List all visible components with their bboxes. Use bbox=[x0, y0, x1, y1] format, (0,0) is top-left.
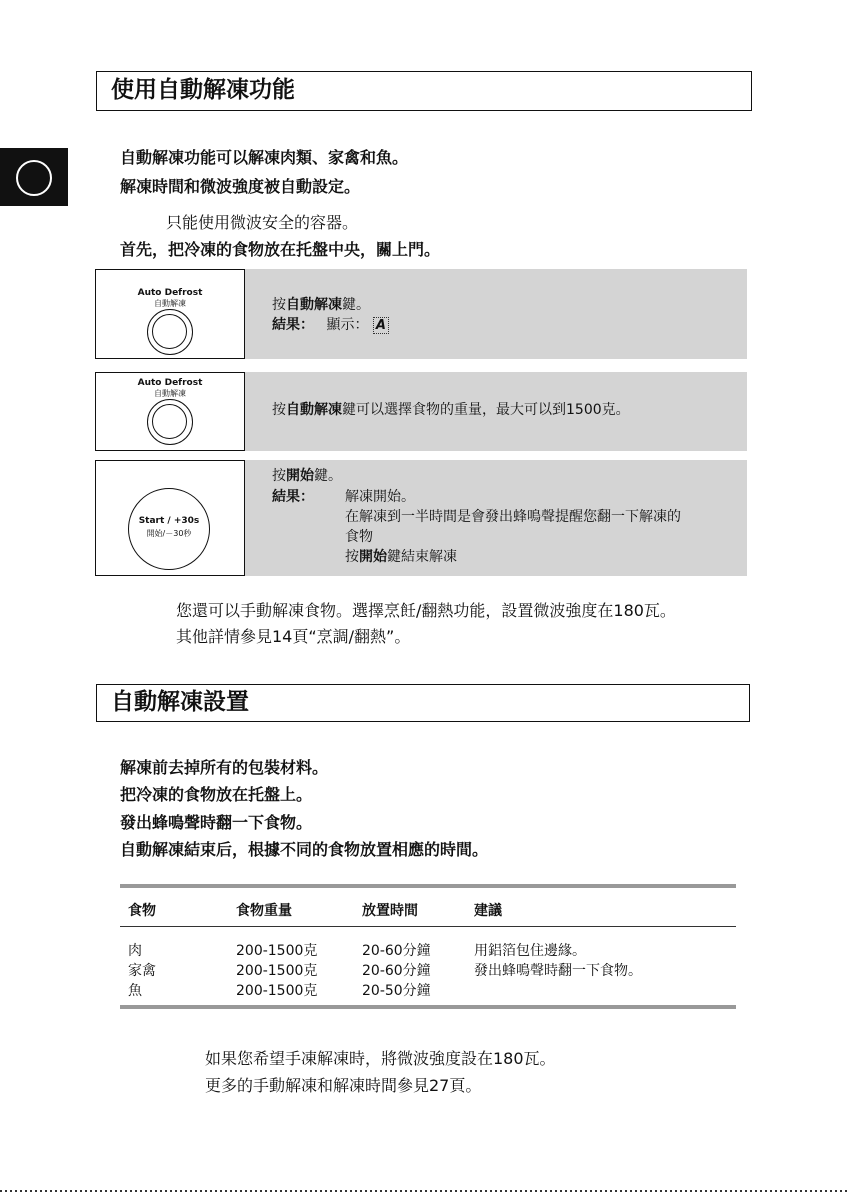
auto-defrost-key: 自動解凍 bbox=[286, 402, 342, 418]
result-label: 結果： bbox=[272, 317, 314, 333]
tip-1: 解凍前去掉所有的包裝材料。 bbox=[120, 758, 329, 777]
table-row: 家禽 200-1500克 20-60分鐘 發出蜂鳴聲時翻一下食物。 bbox=[128, 963, 642, 979]
chapter-tab bbox=[0, 148, 68, 206]
col-weight: 食物重量 bbox=[228, 886, 354, 927]
standing-time-table bbox=[120, 884, 736, 1009]
intro-line-1: 自動解凍功能可以解凍肉類、家禽和魚。 bbox=[120, 148, 409, 167]
step-2-illustration bbox=[95, 372, 245, 451]
auto-defrost-label-zh: 自動解凍 bbox=[154, 389, 186, 398]
intro-line-2: 解凍時間和微波強度被自動設定。 bbox=[120, 177, 361, 196]
auto-defrost-key: 自動解凍 bbox=[286, 297, 342, 313]
auto-defrost-label-zh: 自動解凍 bbox=[154, 299, 186, 308]
step-1-illustration bbox=[95, 269, 245, 359]
tip-2: 把冷凍的食物放在托盤上。 bbox=[120, 785, 313, 804]
language-tab-icon bbox=[16, 160, 52, 196]
start-key: 開始 bbox=[286, 468, 314, 484]
step-3-result-label: 結果： bbox=[272, 489, 314, 505]
step-3 bbox=[95, 460, 747, 576]
start-label: Start / +30s bbox=[138, 516, 200, 526]
col-standing-time: 放置時間 bbox=[354, 886, 466, 927]
step-3-illustration bbox=[95, 460, 245, 576]
manual-defrost-note-2: 其他詳情參見14頁“烹調/翻熱”。 bbox=[176, 627, 411, 646]
first-step: 首先，把冷凍的食物放在托盤中央，關上門。 bbox=[120, 240, 441, 259]
section-title-auto-defrost: 使用自動解凍功能 bbox=[96, 71, 752, 111]
manual-defrost-note-1: 您還可以手動解凍食物。選擇烹飪/翻熱功能，設置微波強度在180瓦。 bbox=[176, 601, 676, 620]
auto-defrost-button-icon bbox=[147, 309, 193, 355]
container-note: 只能使用微波安全的容器。 bbox=[166, 213, 359, 232]
step-3-text: 按開始鍵。 bbox=[272, 468, 342, 484]
step-1-text: 按自動解凍鍵。 結果： 顯示： A bbox=[272, 295, 389, 335]
step-2 bbox=[95, 372, 747, 451]
section-title-auto-defrost-settings: 自動解凍設置 bbox=[96, 684, 750, 722]
footer-note-2: 更多的手動解凍和解凍時間參見27頁。 bbox=[205, 1076, 482, 1095]
auto-defrost-label: Auto Defrost bbox=[137, 288, 203, 298]
col-advice: 建議 bbox=[466, 886, 736, 927]
step-3-result-text: 解凍開始。 在解凍到一半時間是會發出蜂鳴聲提醒您翻一下解凍的 食物 按開始鍵結束解凍 bbox=[345, 489, 681, 565]
col-food: 食物 bbox=[120, 886, 228, 927]
display-indicator: A bbox=[373, 317, 389, 334]
tip-3: 發出蜂鳴聲時翻一下食物。 bbox=[120, 813, 313, 832]
tip-4: 自動解凍結束后，根據不同的食物放置相應的時間。 bbox=[120, 840, 489, 859]
start-label-zh: 開始/－30秒 bbox=[146, 529, 192, 538]
footer-note-1: 如果您希望手凍解凍時，將微波強度設在180瓦。 bbox=[205, 1049, 556, 1068]
table-header-row bbox=[120, 886, 736, 927]
table-row: 魚 200-1500克 20-50分鐘 bbox=[120, 981, 736, 1007]
step-2-text: 按自動解凍鍵可以選擇食物的重量，最大可以到1500克。 bbox=[272, 402, 630, 418]
auto-defrost-label: Auto Defrost bbox=[137, 378, 203, 388]
table-row: 肉 200-1500克 20-60分鐘 用鋁箔包住邊緣。 bbox=[128, 943, 586, 959]
start-button-icon bbox=[128, 488, 210, 570]
auto-defrost-button-icon bbox=[147, 399, 193, 445]
step-1 bbox=[95, 269, 747, 359]
